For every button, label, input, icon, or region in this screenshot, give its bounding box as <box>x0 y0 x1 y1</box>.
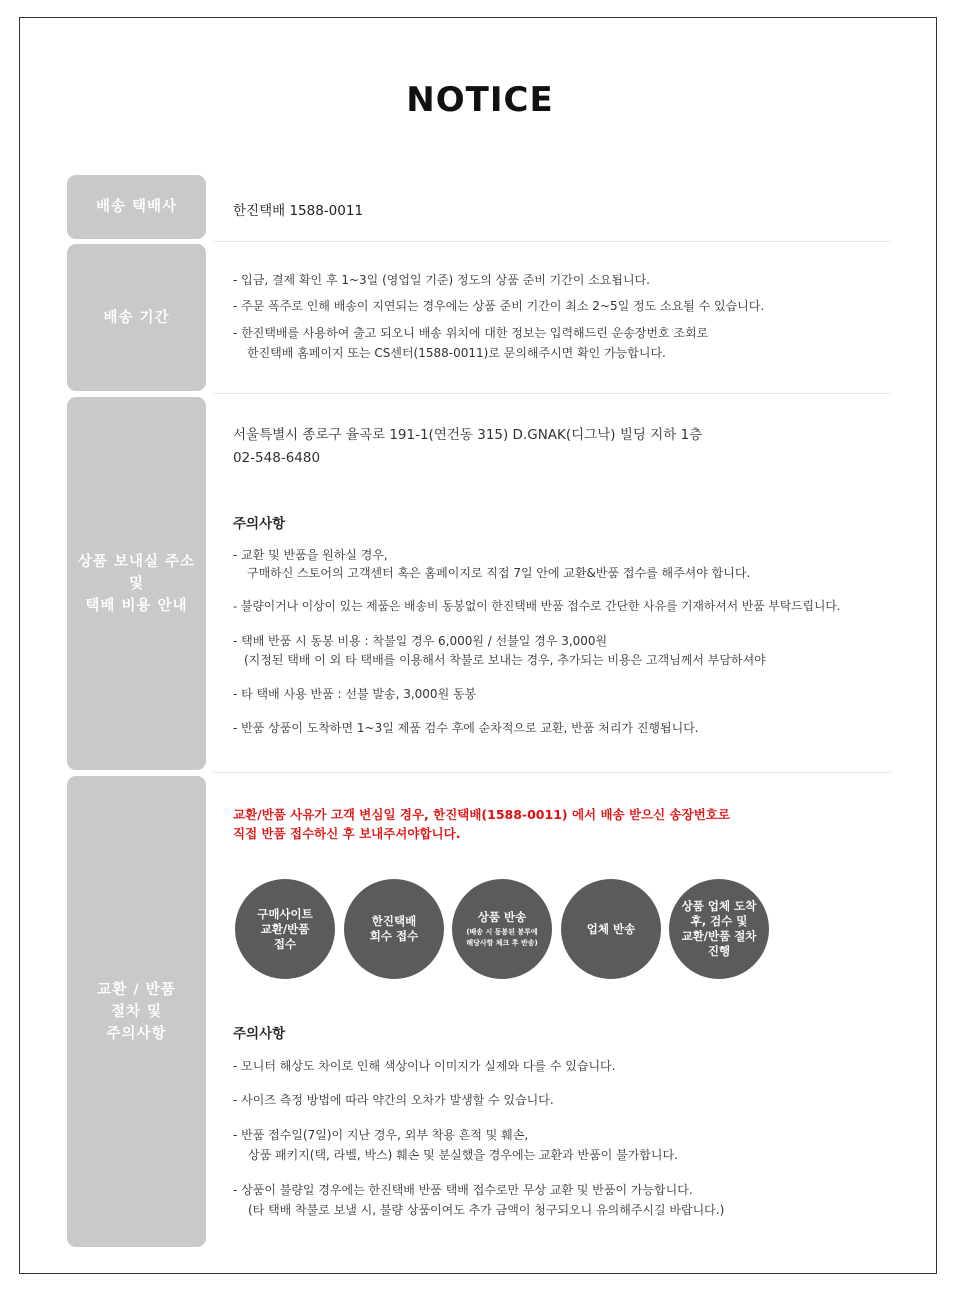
label-address <box>67 397 206 770</box>
label-period <box>67 244 206 391</box>
step-1-line-3: 접수 <box>273 936 297 951</box>
divider <box>213 393 891 394</box>
label-courier <box>67 175 206 239</box>
page-title: NOTICE <box>406 80 554 120</box>
step-5-line-1: 상품 업체 도착 <box>681 899 757 913</box>
step-5-line-3: 교환/반품 절차 <box>681 929 757 943</box>
warning-line-2: 직접 반품 접수하신 후 보내주셔야합니다. <box>233 826 461 841</box>
step-circle-5 <box>669 879 769 979</box>
period-line-1: - 입금, 결제 확인 후 1~3일 (영업일 기준) 정도의 상품 준비 기간이 소요됩니다. <box>233 273 650 287</box>
address-note-5: - 반품 상품이 도착하면 1~3일 제품 검수 후에 순차적으로 교환, 반품 처리가 진행됩니다. <box>233 721 699 735</box>
exchange-note-2: - 사이즈 측정 방법에 따라 약간의 오차가 발생할 수 있습니다. <box>233 1093 554 1107</box>
step-circle-2 <box>344 879 444 979</box>
exchange-note-4b: (타 택배 착불로 보낼 시, 불량 상품이여도 추가 금액이 청구되오니 유의해주시길 바랍니다.) <box>248 1203 725 1217</box>
step-1-line-2: 교환/반품 <box>260 921 310 936</box>
return-address: 서울특별시 종로구 율곡로 191-1(연건동 315) D.GNAK(디그낙) 빌딩 지하 1층 <box>233 427 703 443</box>
label-address-line-2: 및 <box>128 575 144 592</box>
step-4-line-1: 업체 반송 <box>586 921 636 936</box>
step-2-line-2: 회수 접수 <box>369 929 419 943</box>
label-exchange-line-1: 교환 / 반품 <box>97 981 176 998</box>
period-line-4: 한진택배 홈페이지 또는 CS센터(1588-0011)로 문의해주시면 확인 가능합니다. <box>247 346 666 360</box>
exchange-note-3b: 상품 패키지(택, 라벨, 박스) 훼손 및 분실했을 경우에는 교환과 반품이 불가합니다. <box>248 1148 678 1162</box>
period-line-2: - 주문 폭주로 인해 배송이 지연되는 경우에는 상품 준비 기간이 최소 2~5일 정도 소요될 수 있습니다. <box>233 299 765 313</box>
divider <box>213 241 891 242</box>
address-note-2: - 불량이거나 이상이 있는 제품은 배송비 동봉없이 한진택배 반품 접수로 간단한 사유를 기재하셔서 반품 부탁드립니다. <box>233 599 841 613</box>
address-note-3b: (지정된 택배 이 외 타 택배를 이용해서 착불로 보내는 경우, 추가되는 비용은 고객님께서 부담하셔야 <box>244 653 766 667</box>
step-5-line-2: 후, 검수 및 <box>690 914 748 928</box>
label-exchange-line-3: 주의사항 <box>106 1025 167 1042</box>
step-3-sub-2: 해당사항 체크 후 반송) <box>466 938 538 947</box>
label-exchange <box>67 776 206 1247</box>
step-2-line-1: 한진택배 <box>371 914 417 928</box>
label-exchange-line-2: 절차 및 <box>110 1003 163 1020</box>
exchange-note-3a: - 반품 접수일(7일)이 지난 경우, 외부 착용 흔적 및 훼손, <box>233 1128 529 1142</box>
return-phone: 02-548-6480 <box>233 450 321 466</box>
exchange-notes-heading: 주의사항 <box>233 1026 286 1042</box>
exchange-note-1: - 모니터 해상도 차이로 인해 색상이나 이미지가 실제와 다를 수 있습니다. <box>233 1059 616 1073</box>
label-period-text: 배송 기간 <box>103 309 170 326</box>
address-note-1b: 구매하신 스토어의 고객센터 혹은 홈페이지로 직접 7일 안에 교환&반품 접수를 해주셔야 합니다. <box>247 566 751 580</box>
label-courier-text: 배송 택배사 <box>95 199 178 215</box>
label-address-line-1: 상품 보내실 주소 <box>77 553 196 570</box>
label-address-line-3: 택배 비용 안내 <box>85 597 188 614</box>
warning-line-1: 교환/반품 사유가 고객 변심일 경우, 한진택배(1588-0011) 에서 배송 받으신 송장번호로 <box>233 807 730 822</box>
address-note-1a: - 교환 및 반품을 원하실 경우, <box>233 548 388 562</box>
exchange-note-4a: - 상품이 불량일 경우에는 한진택배 반품 택배 접수로만 무상 교환 및 반품이 가능합니다. <box>233 1183 693 1197</box>
step-3-line-1: 상품 반송 <box>477 909 527 924</box>
step-3-sub-1: (배송 시 동봉된 봉투에 <box>466 927 538 936</box>
period-line-3: - 한진택배를 사용하여 출고 되오니 배송 위치에 대한 정보는 입력해드린 운송장번호 조회로 <box>233 326 709 340</box>
step-circle-3 <box>452 879 552 979</box>
address-note-3a: - 택배 반품 시 동봉 비용 : 착불일 경우 6,000원 / 선불일 경우 3,000원 <box>233 634 608 648</box>
step-circle-4 <box>561 879 661 979</box>
address-note-4: - 타 택배 사용 반품 : 선불 발송, 3,000원 동봉 <box>233 687 477 701</box>
notes-heading: 주의사항 <box>233 516 286 532</box>
courier-info: 한진택배 1588-0011 <box>233 203 364 219</box>
step-1-line-1: 구매사이트 <box>257 906 313 921</box>
divider <box>213 772 891 773</box>
step-5-line-4: 진행 <box>707 944 731 958</box>
step-circle-1 <box>235 879 335 979</box>
